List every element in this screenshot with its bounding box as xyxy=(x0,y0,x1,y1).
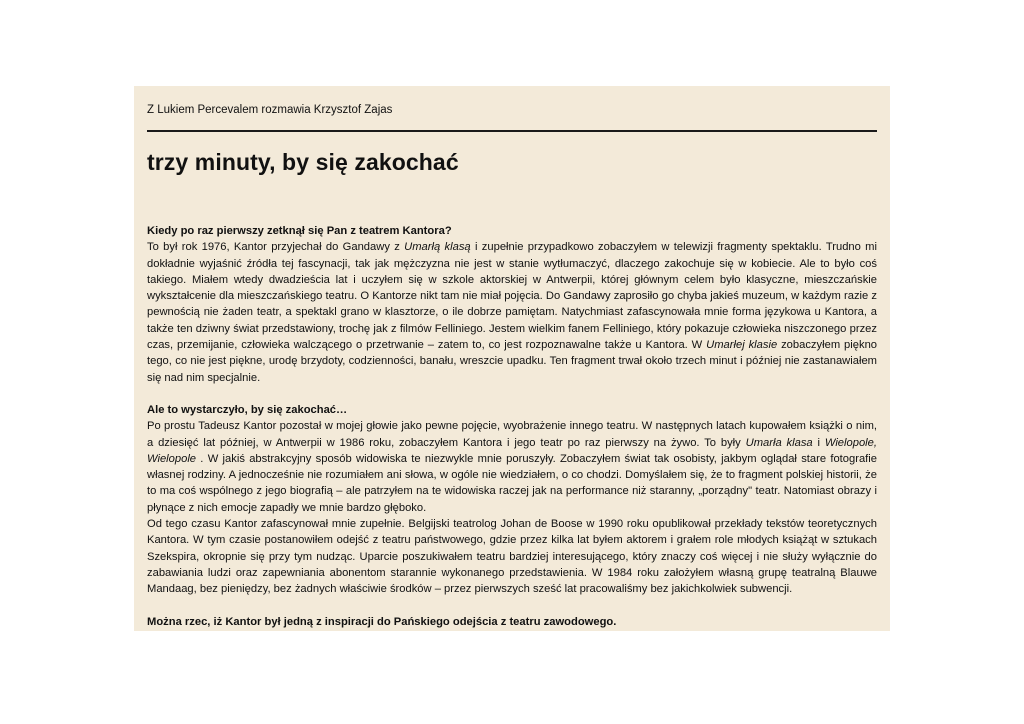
interview-answer-paragraph xyxy=(147,418,877,516)
interview-question: Można rzec, iż Kantor był jedną z inspiracji do Pańskiego odejścia z teatru zawodowego. xyxy=(147,615,617,628)
qa-block xyxy=(147,402,877,598)
italic-title-run: Umarłej klasie xyxy=(706,339,778,352)
byline: Z Lukiem Percevalem rozmawia Krzysztof Zajas xyxy=(147,104,393,116)
interview-answer-paragraph xyxy=(147,516,877,597)
text-run: zobaczyłem piękno tego, co nie jest piękne, urodę brzydoty, codzienności, banału, wreszcie upadku. Ten fragment trwał około trzech minut i później nie zastanawiałem się nad nim specjalnie. xyxy=(147,339,878,384)
text-run: To był rok 1976, Kantor przyjechał do Gandawy z xyxy=(147,241,405,254)
qa-block xyxy=(147,223,877,386)
interview-body xyxy=(147,223,877,630)
interview-question: Kiedy po raz pierwszy zetknął się Pan z teatrem Kantora? xyxy=(147,225,452,237)
interview-answer-paragraph xyxy=(147,239,877,386)
text-run: i xyxy=(812,436,825,449)
interview-question: Ale to wystarczyło, by się zakochać… xyxy=(147,403,348,416)
article-title: trzy minuty, by się zakochać xyxy=(147,149,459,175)
text-run: Od tego czasu Kantor zafascynował mnie zupełnie. Belgijski teatrolog Johan de Boose w 1990 roku opublikował przekłady tekstów teoretycznych Kantora. W tym czasie postanowiłem odejść z teatru państwowego, gdzie przez kilka lat byłem aktorem i grałem role młodych książąt w sztukach Szekspira, okropnie się przy tym nudząc. Uparcie poszukiwałem teatru bardziej interesującego, który znaczy coś więcej i nie służy wyłącznie do zabawiania ludzi oraz zapewniania abonentom starannie wykonanego przedstawienia. W 1984 roku założyłem własną grupę teatralną Blauwe Mandaag, bez pieniędzy, bez żadnych właściwie środków – przez pierwszych sześć lat pracowaliśmy bez jakichkolwiek subwencji. xyxy=(147,518,877,596)
text-run: Po prostu Tadeusz Kantor pozostał w mojej głowie jako pewne pojęcie, wyobrażenie innego teatru. W następnych latach kupowałem książki o nim, a dziesięć lat później, w Antwerpii w 1986 roku, zobaczyłem Kantora i jego teatr po raz pierwszy na żywo. To były xyxy=(147,420,877,449)
page xyxy=(134,86,890,631)
text-run: i zupełnie przypadkowo zobaczyłem w telewizji fragmenty spektaklu. Trudno mi dokładnie wyjaśnić źródła tej fascynacji, tak jak mężczyzna nie jest w stanie wytłumaczyć, dlaczego zakochuje się w kobiecie. Ale to było coś takiego. Miałem wtedy dwadzieścia lat i uczyłem się w szkole aktorskiej w Antwerpii, której głównym celem było klasyczne, mieszczańskie wykształcenie dla mieszczańskiego teatru. O Kantorze nikt tam nie miał pojęcia. Do Gandawy zaprosiło go chyba jakieś muzeum, w każdym razie z pewnością nie żaden teatr, a spektakl grano w klasztorze, o ile dobrze pamiętam. Natychmiast zafascynowała mnie forma językowa u Kantora, a także ten dziwny świat przedstawiony, trochę jak z filmów Felliniego. Jestem wielkim fanem Felliniego, który pokazuje człowieka niszczonego przez czas, przemijanie, człowieka walczącego o przetrwanie – zatem to, co jest rozpoznawalne także u Kantora. W xyxy=(147,241,877,352)
italic-title-run: Umarłą klasą xyxy=(404,241,471,254)
text-run: . W jakiś abstrakcyjny sposób widowiska te niezwykle mnie poruszyły. Zobaczyłem świat tak osobisty, jakbym oglądał stare fotografie własnej rodziny. A jednocześnie nie rozumiałem ani słowa, w ogóle nie wiedziałem, o co chodzi. Domyślałem się, że to fragment polskiej historii, że to ma coś wspólnego z jego biografią – ale patrzyłem na te widowiska raczej jak na performance niż staranny, „porządny" teatr. Natomiast obrazy i płynące z nich emocje zapadły we mnie bardzo głęboko. xyxy=(147,452,877,514)
italic-title-run: Umarła klasa xyxy=(745,436,813,449)
italic-title-run: Wielopole, Wielopole xyxy=(147,436,877,465)
qa-block xyxy=(147,614,877,630)
title-divider xyxy=(147,130,877,132)
